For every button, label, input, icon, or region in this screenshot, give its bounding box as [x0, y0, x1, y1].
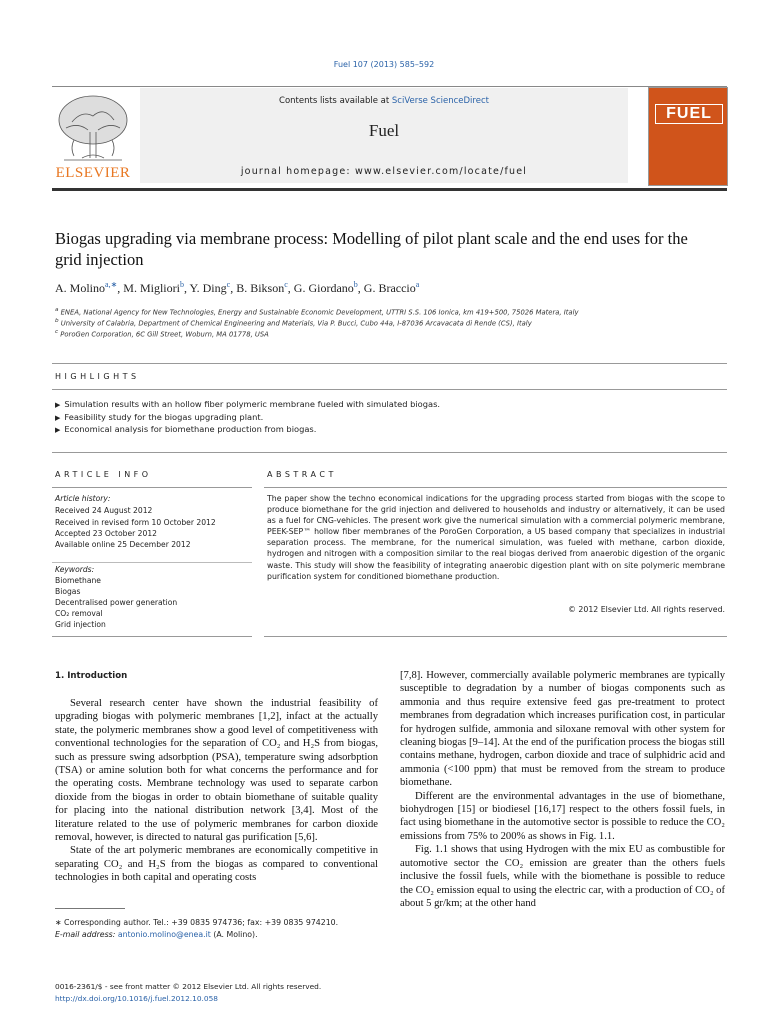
highlight-item: ▶ Feasibility study for the biogas upgrading plant.: [55, 412, 264, 422]
author-affiliation-marker[interactable]: a: [415, 280, 420, 289]
highlights-top-rule: [52, 363, 727, 364]
paragraph: State of the art polymeric membranes are economically competitive in separating CO₂ and H₂S from the biogas as compared to conventional technologies in both capital and operating costs: [55, 845, 378, 884]
abstract-copyright: © 2012 Elsevier Ltd. All rights reserved.: [568, 605, 725, 614]
section-heading-introduction: 1. Introduction: [55, 671, 128, 681]
issn-line: 0016-2361/$ - see front matter © 2012 Elsevier Ltd. All rights reserved.: [55, 982, 322, 991]
triangle-bullet-icon: ▶: [55, 401, 61, 409]
author-name: M. Migliori: [123, 281, 180, 295]
paragraph: Different are the environmental advantages in the use of biomethane, biohydrogen [15] or biodiesel [16,17] respect to the others fossil fuels, in fact using biomethane in the automotive sector is possible to reduce the CO₂ emissions from 75% to 200% as shows in Fig. 1.1.: [400, 790, 725, 842]
keyword: Grid injection: [55, 620, 106, 629]
author-affiliation-marker[interactable]: b: [353, 280, 358, 289]
author-affiliation-marker[interactable]: a,∗: [105, 280, 118, 289]
history-entry: Received 24 August 2012: [55, 506, 153, 515]
highlight-item: ▶ Simulation results with an hollow fiber polymeric membrane fueled with simulated biogas.: [55, 399, 441, 409]
triangle-bullet-icon: ▶: [55, 426, 61, 434]
affiliation-b: $^b$ University of Calabria, Department of Chemical Engineering and Materials, Via P. Bucci, Cubo 44a, I-87036 Arcavacata di Rende (CS), Italy: [55, 318, 532, 328]
journal-homepage: [140, 166, 628, 177]
author-name: A. Molino: [55, 281, 106, 295]
contents-prefix: Contents lists available at: [279, 96, 392, 106]
affiliation-c: $^c$ PoroGen Corporation, 6C Gill Street, Woburn, MA 01778, USA: [55, 329, 269, 339]
homepage-prefix: journal homepage:: [240, 166, 356, 177]
article-info-heading: ARTICLE INFO: [55, 470, 152, 479]
email-label: E-mail address:: [55, 930, 118, 939]
corresponding-author-footnote: ∗ Corresponding author. Tel.: +39 0835 974736; fax: +39 0835 974210.: [55, 918, 339, 927]
body-column-left: [55, 697, 378, 885]
history-entry: Received in revised form 10 October 2012: [55, 518, 216, 527]
article-info-rule: [52, 487, 252, 488]
journal-name: Fuel: [368, 121, 400, 140]
keyword: Biomethane: [55, 576, 101, 585]
homepage-url-link[interactable]: www.elsevier.com/locate/fuel: [355, 166, 528, 177]
history-label: Article history:: [55, 494, 111, 503]
author-name: B. Bikson: [236, 281, 285, 295]
author-name: G. Giordano: [293, 281, 354, 295]
author-name: G. Braccio: [363, 281, 416, 295]
abstract-rule: [264, 487, 727, 488]
author-affiliation-marker[interactable]: b: [179, 280, 184, 289]
highlight-item: ▶ Economical analysis for biomethane production from biogas.: [55, 424, 317, 434]
history-entry: Accepted 23 October 2012: [55, 529, 157, 538]
highlights-heading-rule: [52, 389, 727, 390]
contents-line: [140, 96, 628, 106]
keyword: Biogas: [55, 587, 81, 596]
header-bottom-rule: [52, 188, 727, 191]
author-affiliation-marker[interactable]: c: [226, 280, 231, 289]
abstract-heading: ABSTRACT: [267, 470, 337, 479]
abstract-bottom-rule: [264, 636, 727, 637]
highlights-heading: HIGHLIGHTS: [55, 372, 140, 381]
paragraph: [7,8]. However, commercially available polymeric membranes are typically susceptible to degradation by a number of biogas components such as ammonia and thus require extensive feed gas pre-treatment to protect membranes from degradation which increases purification cost, in particular for hydrogen sulfide, ammonia and siloxane removal with other system for cleaning biogas [9–14]. At the end of the purification process the biogas still contains methane, hydrogen, carbon dioxide and trace of sulphidric acid and ammonia (<100 ppm) that must be removed from the stream to produce biomethane.: [400, 670, 725, 789]
email-suffix: (A. Molino).: [210, 930, 258, 939]
highlights-bottom-rule: [52, 452, 727, 453]
article-info-divider: [52, 562, 252, 563]
article-info-bottom-rule: [52, 636, 252, 637]
author-list: A. Molino$^{a,∗}$, M. Migliori$^b$, Y. Ding$^c$, B. Bikson$^c$, G. Giordano$^b$, G. Braccio$^a$: [55, 280, 420, 295]
sciencedirect-link[interactable]: SciVerse ScienceDirect: [391, 96, 489, 106]
paragraph: Fig. 1.1 shows that using Hydrogen with the mix EU as combustible for automotive sector the CO₂ emission are greater than the others fuels inclusive the fossil fuels, while with the biomethane is possible to reduce the CO₂ emission equal to using the electric car, with a production of CO₂ of about 5 gr/km; at the other hand: [400, 844, 725, 909]
keyword: Decentralised power generation: [55, 598, 178, 607]
author-name: Y. Ding: [189, 281, 227, 295]
journal-reference-link[interactable]: Fuel 107 (2013) 585–592: [333, 60, 435, 69]
history-entry: Available online 25 December 2012: [55, 540, 191, 549]
abstract-text: The paper show the techno economical indications for the upgrading process started from biogas with the scope to produce biomethane for the grid injection and delivered to households and industry or alternatively, it can be used as a fuel for CNG-vehicles. The present work give the numerical simulation with a commercial polymeric membrane, PEEK-SEP™ hollow fiber membranes of the PoroGen Corporation, a US based company that specializes in industrial separation process. The membrane, for the numerical simulation, was fueled with methane, carbon dioxide, hydrogen and nitrogen with a composition similar to the real biogas derived from anaerobic digestion of the organic waste. This study will show the feasibility of integrating anaerobic digestion plant with on site polymeric membrane purification system for conditioned biomethane production.: [267, 494, 725, 581]
affiliation-a: $^a$ ENEA, National Agency for New Technologies, Energy and Sustainable Economic Development, UTTRI S.S. 106 Ionica, km 419+500, 75026 Matera, Italy: [55, 307, 579, 317]
email-link[interactable]: antonio.molino@enea.it: [117, 930, 211, 939]
journal-cover-thumbnail[interactable]: [648, 87, 728, 186]
keywords-label: Keywords:: [55, 565, 95, 574]
cover-title: FUEL: [655, 104, 723, 124]
triangle-bullet-icon: ▶: [55, 414, 61, 422]
email-footnote: [55, 930, 375, 939]
author-affiliation-marker[interactable]: c: [284, 280, 288, 289]
header-top-rule: [52, 86, 727, 87]
elsevier-wordmark: ELSEVIER: [55, 165, 131, 181]
paragraph: Several research center have shown the industrial feasibility of upgrading biogas with polymeric membranes [1,2], infact at the actually state, the polymeric membranes show a good level of competitiveness with conventional technologies for the separation of CO₂ and H₂S from biogas, such as pressure swing adsorbption (PSA), temperature swing adsorbption (TSA) or amine solution both for what concerns the performance and for the operating costs. Membrane technology was used to separate carbon dioxide from the biogas in order to obtain biomethane of suitable quality for placing into the national distribution network [3,4]. Most of the literature related to the use of polymeric membranes for carbon dioxide removal, however, is directed to natural gas purification [5,6].: [55, 698, 378, 844]
keyword: CO₂ removal: [55, 609, 103, 618]
doi-link[interactable]: http://dx.doi.org/10.1016/j.fuel.2012.10.058: [55, 994, 218, 1003]
body-column-right: [400, 669, 725, 910]
article-title: Biogas upgrading via membrane process: Modelling of pilot plant scale and the end uses for the grid injection: [55, 229, 688, 269]
footnote-rule: [55, 908, 125, 909]
